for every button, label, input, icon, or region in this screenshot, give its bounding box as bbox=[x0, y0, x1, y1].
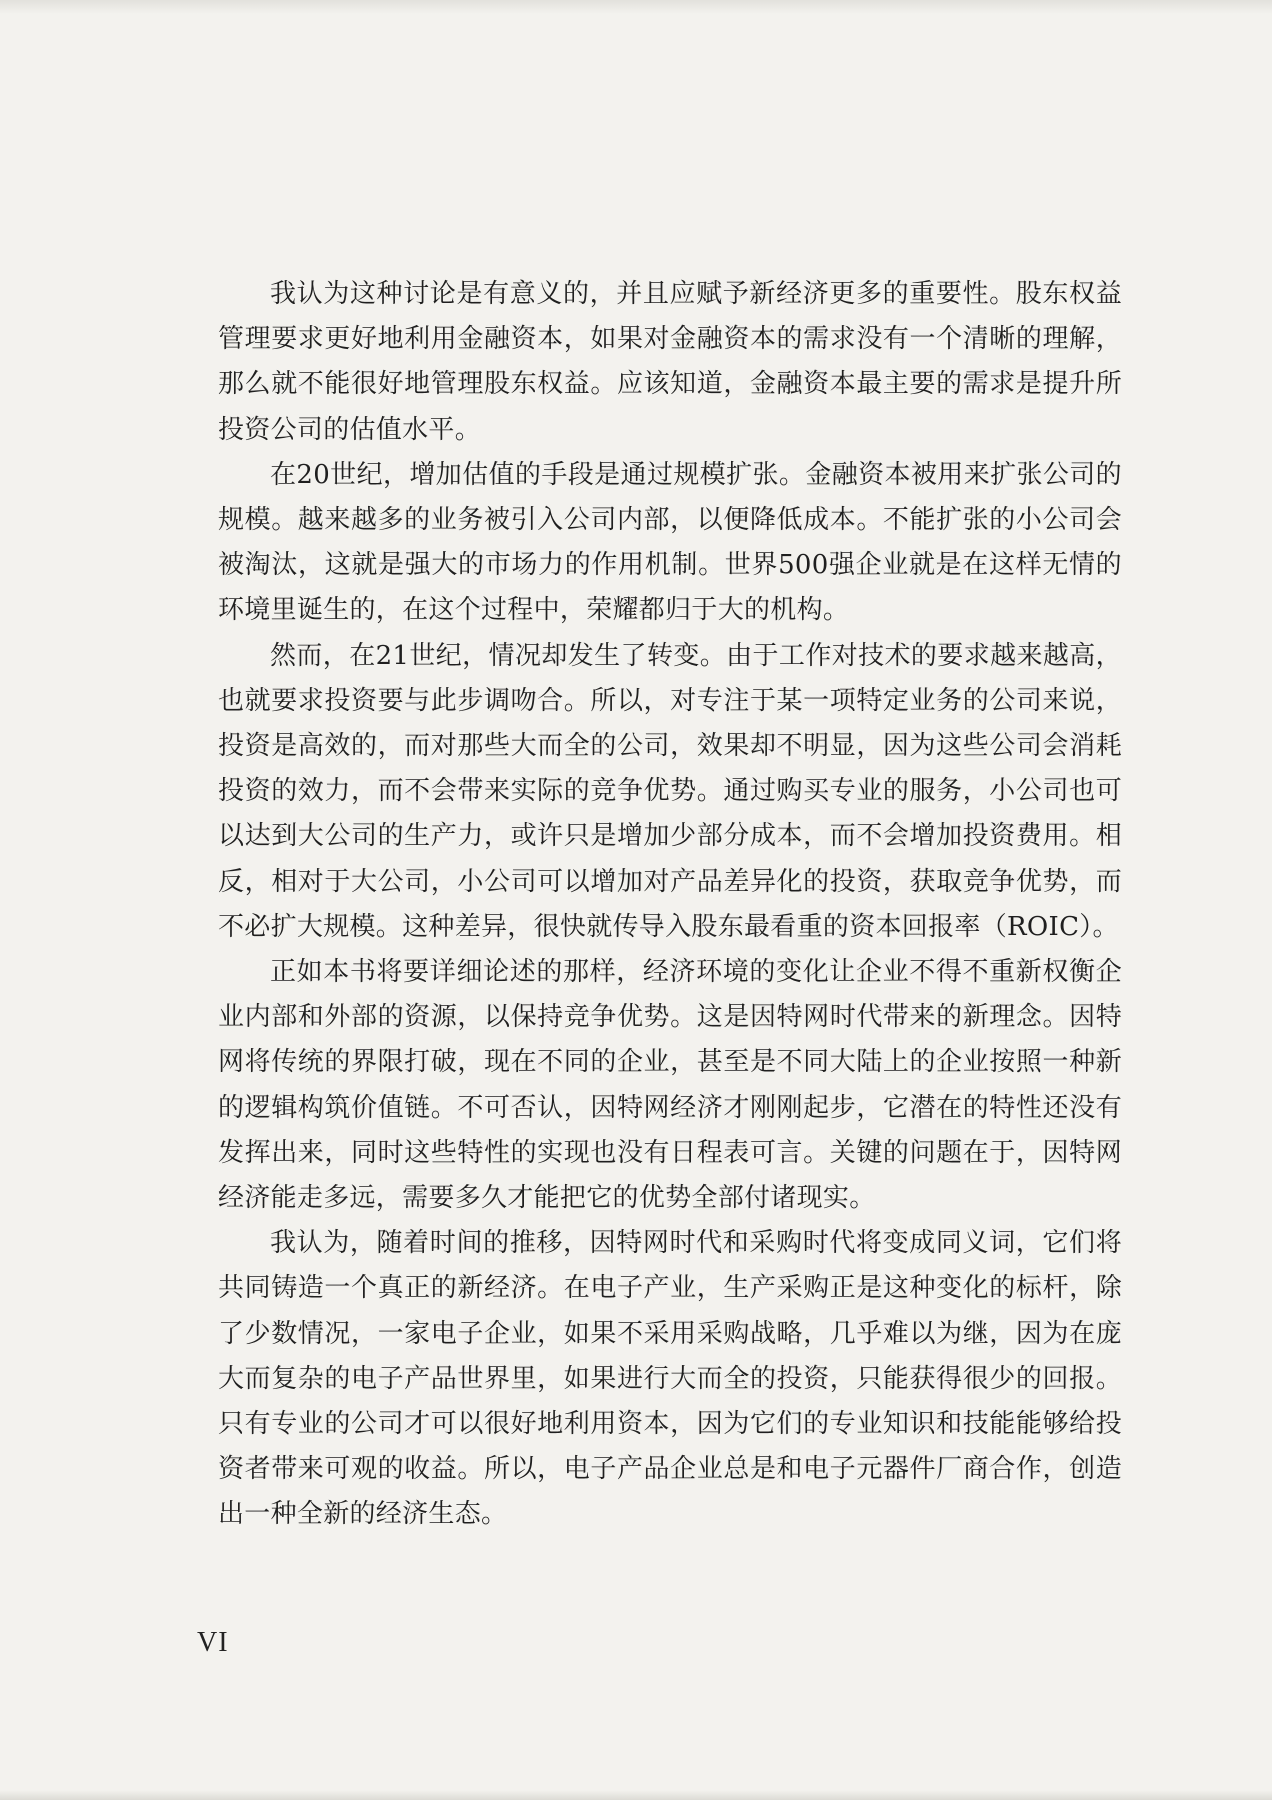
paragraph-2: 在20世纪，增加估值的手段是通过规模扩张。金融资本被用来扩张公司的规模。越来越多的业务被引入公司内部，以便降低成本。不能扩张的小公司会被淘汰，这就是强大的市场力的作用机制。世界500强企业就是在这样无情的环境里诞生的，在这个过程中，荣耀都归于大的机构。 bbox=[218, 459, 1122, 626]
paragraph-5: 我认为，随着时间的推移，因特网时代和采购时代将变成同义词，它们将共同铸造一个真正的新经济。在电子产业，生产采购正是这种变化的标杆，除了少数情况，一家电子企业，如果不采用采购战略，几乎难以为继，因为在庞大而复杂的电子产品世界里，如果进行大而全的投资，只能获得很少的回报。只有专业的公司才可以很好地利用资本，因为它们的专业知识和技能能够给投资者带来可观的收益。所以，电子产品企业总是和电子元器件厂商合作，创造出一种全新的经济生态。 bbox=[218, 1228, 1122, 1530]
page-bottom-edge bbox=[0, 1790, 1272, 1800]
body-text bbox=[218, 272, 1122, 1538]
paragraph-1: 我认为这种讨论是有意义的，并且应赋予新经济更多的重要性。股东权益管理要求更好地利用金融资本，如果对金融资本的需求没有一个清晰的理解，那么就不能很好地管理股东权益。应该知道，金融资本最主要的需求是提升所投资公司的估值水平。 bbox=[218, 279, 1122, 445]
paragraph-3: 然而，在21世纪，情况却发生了转变。由于工作对技术的要求越来越高，也就要求投资要与此步调吻合。所以，对专注于某一项特定业务的公司来说，投资是高效的，而对那些大而全的公司，效果却不明显，因为这些公司会消耗投资的效力，而不会带来实际的竞争优势。通过购买专业的服务，小公司也可以达到大公司的生产力，或许只是增加少部分成本，而不会增加投资费用。相反，相对于大公司，小公司可以增加对产品差异化的投资，获取竞争优势，而不必扩大规模。这种差异，很快就传导入股东最看重的资本回报率（ROIC）。 bbox=[218, 640, 1122, 942]
page-number: VI bbox=[197, 1627, 229, 1658]
page-top-edge bbox=[0, 0, 1272, 14]
paragraph-4: 正如本书将要详细论述的那样，经济环境的变化让企业不得不重新权衡企业内部和外部的资源，以保持竞争优势。这是因特网时代带来的新理念。因特网将传统的界限打破，现在不同的企业，甚至是不同大陆上的企业按照一种新的逻辑构筑价值链。不可否认，因特网经济才刚刚起步，它潜在的特性还没有发挥出来，同时这些特性的实现也没有日程表可言。关键的问题在于，因特网经济能走多远，需要多久才能把它的优势全部付诸现实。 bbox=[218, 957, 1122, 1214]
